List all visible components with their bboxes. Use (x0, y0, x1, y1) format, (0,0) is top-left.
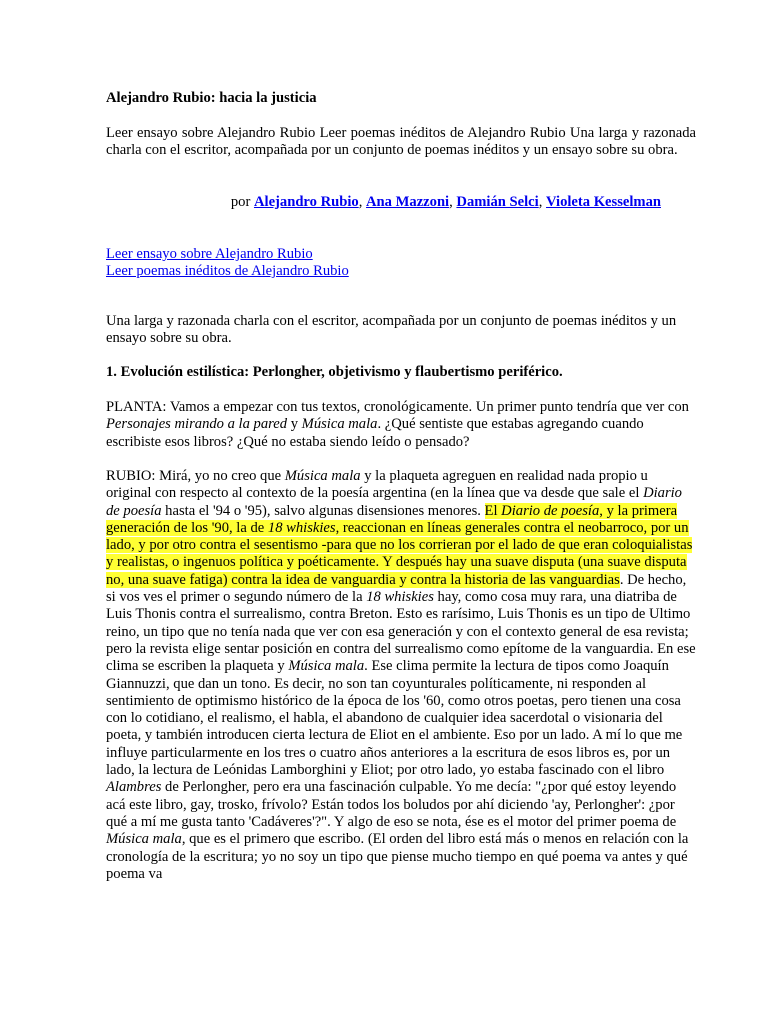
book-title: Música mala (106, 831, 182, 848)
rubio-answer (106, 468, 696, 883)
book-title: Alambres (106, 779, 162, 796)
highlighted-text: El (484, 502, 502, 519)
rubio-text: hay, como cosa muy rara, una diatriba de Luis Thonis contra el surrealismo, contra Breton. Esto es rarísimo, Luis Thonis es un tipo de Ultimo reino, un tipo que no tenía nada que ver con esa generación y con el contexto general de esa revista; pero la revista elige sentar posición en contra del surrealismo como epítome de la vanguardia. En ese clima se escriben la plaqueta y (106, 589, 696, 675)
rubio-text: hasta el '94 o '95), salvo algunas disensiones menores. (161, 502, 485, 519)
byline-prefix: por (230, 194, 254, 210)
journal-title: Diario de poesía (501, 502, 600, 519)
author-link-selci[interactable]: Damián Selci (456, 194, 539, 210)
highlighted-text: , y la primera generación de los '90, la de (106, 502, 678, 536)
journal-title: 18 whiskies (267, 519, 336, 536)
book-title: Personajes mirando a la pared (106, 416, 288, 433)
planta-question (106, 399, 696, 451)
essay-link[interactable]: Leer ensayo sobre Alejandro Rubio (106, 246, 313, 262)
summary-paragraph: Leer ensayo sobre Alejandro Rubio Leer poemas inéditos de Alejandro Rubio Una larga y razonada charla con el escritor, acompañada por un conjunto de poemas inéditos y un ensayo sobre su obra. (106, 125, 696, 159)
planta-text: PLANTA: Vamos a empezar con tus textos, cronológicamente. Un primer punto tendría que ver con (106, 399, 689, 415)
byline (0, 194, 661, 211)
poems-link[interactable]: Leer poemas inéditos de Alejandro Rubio (106, 263, 349, 280)
journal-title: 18 whiskies (366, 589, 434, 606)
planta-text: y (287, 416, 302, 433)
author-link-rubio[interactable]: Alejandro Rubio (253, 194, 359, 210)
book-title: Música mala (284, 468, 361, 484)
rubio-text: RUBIO: Mirá, yo no creo que (106, 468, 285, 484)
byline-separator: , (538, 194, 547, 210)
highlighted-text: , reaccionan en líneas generales contra el neobarroco, por un lado, y por otro contra el sesentismo -para que no los corrieran por el lado de que eran coloquialistas y realistas, o ingenuos política y poéticamente. Y después hay una suave disputa (una suave disputa no, una suave fatiga) contra la idea de vanguardia y contra la historia de las vanguardias (106, 519, 693, 588)
planta-text: . ¿Qué sentiste que estabas agregando cuando escribiste esos libros? ¿Qué no estaba siendo leído o pensado? (106, 416, 644, 450)
rubio-text: , que es el primero que escribo. (El orden del libro está más o menos en relación con la cronología de la escritura; yo no soy un tipo que piense mucho tiempo en qué poema va antes y qué poema va (106, 831, 689, 882)
intro-paragraph: Una larga y razonada charla con el escritor, acompañada por un conjunto de poemas inéditos y un ensayo sobre su obra. (106, 313, 677, 347)
byline-separator: , (449, 194, 457, 210)
rubio-text: y la plaqueta agreguen en realidad nada propio u original con respecto al contexto de la poesía argentina (en la línea que va desde que sale el (106, 468, 648, 502)
book-title: Música mala (288, 658, 365, 675)
page-title: Alejandro Rubio: hacia la justicia (106, 90, 317, 106)
book-title: Música mala (301, 416, 378, 433)
author-link-mazzoni[interactable]: Ana Mazzoni (366, 194, 450, 210)
journal-title: Diario de poesía (106, 485, 682, 519)
quick-links (106, 246, 696, 281)
rubio-text: . De hecho, si vos ves el primer o segundo número de la (106, 571, 687, 606)
section-heading: 1. Evolución estilística: Perlongher, objetivismo y flaubertismo periférico. (106, 364, 563, 380)
rubio-text: . Ese clima permite la lectura de tipos como Joaquín Giannuzzi, que dan un tono. Es decir, no son tan coyunturales políticamente, ni responden al sentimiento de optimismo histórico de la época de los '60, como otros poetas, pero tienen una cosa con lo cotidiano, el realismo, el habla, el abandono de cualquier idea sacerdotal o visionaria del poeta, y también introducen cierta lectura de Eliot en el ambiente. Eso por un lado. A mí lo que me influye particularmente en los tres o cuatro años anteriores a la escritura de esos libros es, por un lado, la lectura de Leónidas Lamborghini y Eliot; por otro lado, yo estaba fascinado con el libro (106, 658, 683, 779)
byline-separator: , (358, 194, 367, 210)
author-link-kesselman[interactable]: Violeta Kesselman (546, 194, 661, 210)
rubio-text: de Perlongher, pero era una fascinación culpable. Yo me decía: "¿por qué estoy leyendo acá este libro, gay, trosko, frívolo? Están todos los boludos por ahí diciendo 'ay, Perlongher': ¿por qué a mí me gusta tanto 'Cadáveres'?". Y algo de eso se nota, ése es el motor del primer poema de (106, 779, 677, 830)
